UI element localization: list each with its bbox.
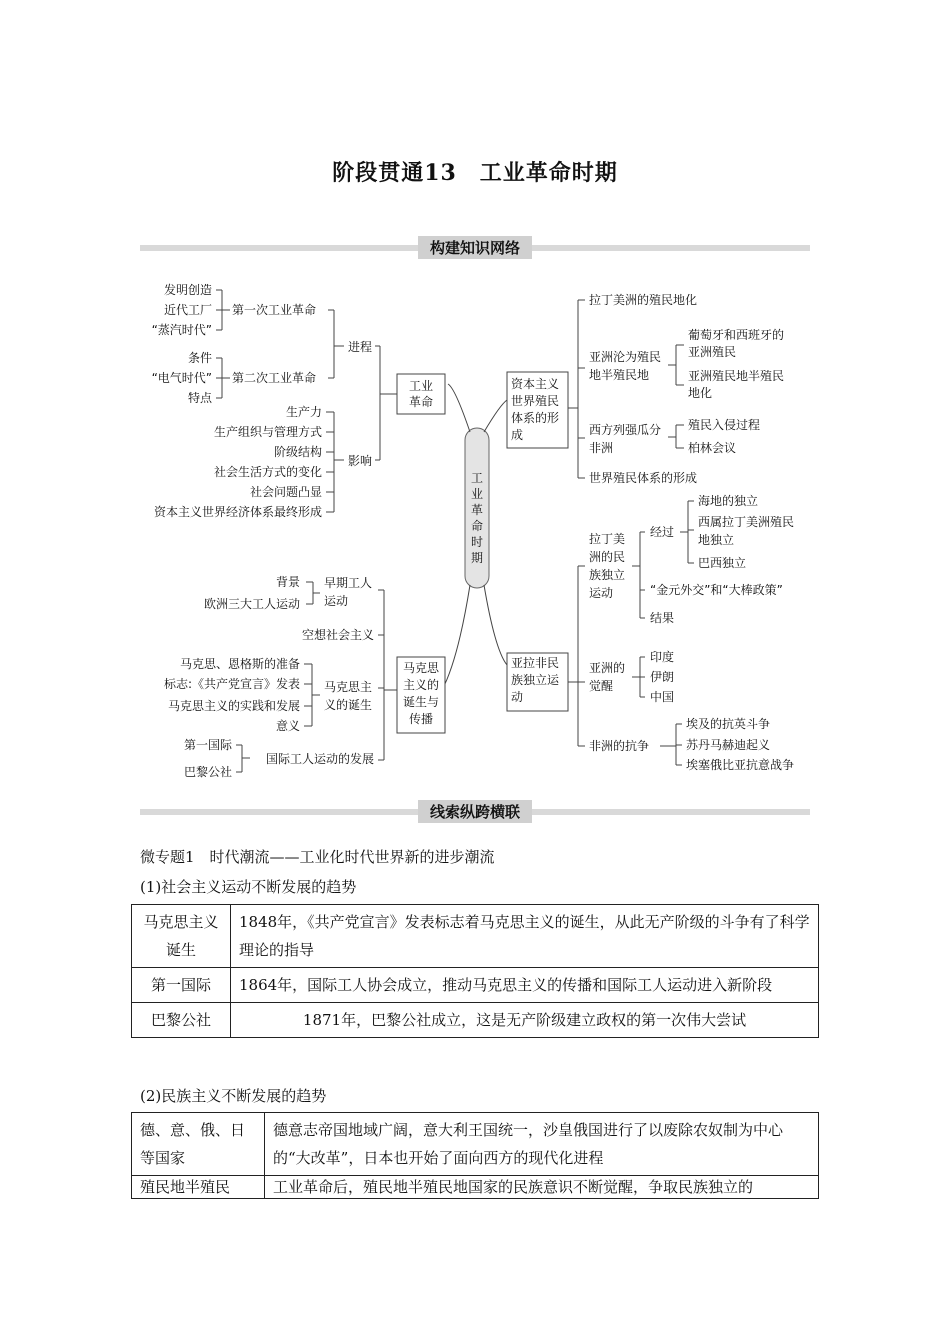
page-title: 阶段贯通13 工业革命时期 [332,160,618,186]
center-char: 革 [470,503,484,517]
marx-birth-label: 义的诞生 [324,698,373,712]
utopian-label: 空想社会主义 [301,628,374,642]
asia-colonial-label: 地半殖民地 [589,368,650,382]
table-cell: 第一国际 [132,968,231,1003]
asia-awake-label: 觉醒 [589,679,614,693]
center-char: 时 [470,535,484,549]
table-cell: 1848年，《共产党宣言》发表标志着马克思主义的诞生，从此无产阶级的斗争有了科学理论的指导 [231,905,819,968]
leaf-label: 社会问题凸显 [249,485,322,499]
leaf-label: 欧洲三大工人运动 [203,597,300,611]
connector-curve [484,585,507,665]
leaf-label: 生产力 [285,405,322,419]
leaf-label: 马克思主义的实践和发展 [167,699,300,713]
leaf-label: 阶级结构 [273,445,322,459]
connector-curve [448,384,470,432]
leaf-label: “电气时代” [151,371,212,385]
leaf-label: 世界殖民体系的形成 [589,471,698,485]
latin-indep-label: 运动 [589,586,614,600]
table-row [132,905,819,968]
leaf-label: 柏林会议 [688,441,737,455]
subheading-socialism: (1)社会主义运动不断发展的趋势 [140,878,357,896]
node-label: 动 [511,690,524,704]
africa-split-label: 非洲 [589,441,614,455]
early-workers-label: 运动 [324,594,349,608]
leaf-label: 标志:《共产党宣言》发表 [163,677,300,691]
leaf-label: 印度 [650,650,675,664]
leaf-label: 巴黎公社 [183,765,232,779]
leaf-label: 苏丹马赫迪起义 [686,738,771,752]
section-banner-label: 构建知识网络 [418,236,532,259]
subheading-nationalism: (2)民族主义不断发展的趋势 [140,1087,327,1105]
leaf-label: 亚洲殖民 [688,345,737,359]
latin-indep-label: 族独立 [589,568,626,582]
leaf-label: 葡萄牙和西班牙的 [688,328,785,342]
node-label: 马克思 [402,661,440,675]
leaf-label: 埃塞俄比亚抗意战争 [686,758,795,772]
node-label: 传播 [408,712,434,726]
asia-colonial-label: 亚洲沦为殖民 [589,350,662,364]
table-cell: 巴黎公社 [132,1003,231,1038]
topic-heading: 微专题1 时代潮流——工业化时代世界新的进步潮流 [140,848,495,866]
asia-awake-label: 亚洲的 [589,661,626,675]
table-cell: 工业革命后，殖民地半殖民地国家的民族意识不断觉醒，争取民族独立的 [265,1176,819,1199]
leaf-label: 资本主义世界经济体系最终形成 [153,505,322,519]
leaf-label: 亚洲殖民地半殖民 [688,369,785,383]
leaf-label: 结果 [650,611,675,625]
table-row [132,1176,819,1199]
leaf-label: 意义 [275,719,300,733]
first-ir-label: 第一次工业革命 [232,303,317,317]
connector-curve [484,400,507,432]
second-ir-label: 第二次工业革命 [232,371,317,385]
leaf-label: 近代工厂 [163,303,212,317]
process-label: 进程 [348,340,373,354]
leaf-label: 第一国际 [183,738,232,752]
nationalism-table [131,1112,819,1199]
leaf-label: 特点 [187,391,212,405]
table-cell: 德、意、俄、日等国家 [132,1113,265,1176]
leaf-label: “金元外交”和“大棒政策” [650,583,783,597]
center-char: 业 [470,487,484,501]
leaf-label: 伊朗 [650,670,675,684]
leaf-label: 背景 [275,575,300,589]
node-label: 族独立运 [511,673,560,687]
leaf-label: 殖民入侵过程 [688,418,761,432]
table-cell: 1864年，国际工人协会成立，推动马克思主义的传播和国际工人运动进入新阶段 [231,968,819,1003]
leaf-label: 马克思、恩格斯的准备 [179,657,300,671]
node-label: 世界殖民 [511,394,560,408]
intl-movement-label: 国际工人运动的发展 [265,752,374,766]
leaf-label: 条件 [187,351,212,365]
leaf-label: 拉丁美洲的殖民地化 [589,293,698,307]
table-cell: 1871年，巴黎公社成立，这是无产阶级建立政权的第一次伟大尝试 [231,1003,819,1038]
impact-label: 影响 [348,454,373,468]
table-cell: 殖民地半殖民 [132,1176,265,1199]
latin-indep-label: 洲的民 [589,550,626,564]
leaf-label: “蒸汽时代” [151,323,212,337]
node-label: 亚拉非民 [511,656,560,670]
socialism-table [131,904,819,1038]
connector-curve [442,585,470,690]
node-label: 工业 [408,379,434,393]
course-label: 经过 [650,525,675,539]
leaf-label: 生产组织与管理方式 [213,425,322,439]
leaf-label: 西属拉丁美洲殖民 [698,515,795,529]
africa-resist-label: 非洲的抗争 [589,739,650,753]
leaf-label: 发明创造 [163,283,212,297]
latin-indep-label: 拉丁美 [589,532,626,546]
africa-split-label: 西方列强瓜分 [589,423,662,437]
node-label: 体系的形 [511,411,560,425]
leaf-label: 埃及的抗英斗争 [686,717,771,731]
leaf-label: 海地的独立 [698,494,759,508]
node-label: 成 [511,428,524,442]
node-label: 诞生与 [402,695,440,709]
center-char: 命 [470,519,484,533]
leaf-label: 中国 [650,690,675,704]
node-label: 资本主义 [511,377,560,391]
table-row [132,968,819,1003]
center-char: 工 [470,471,484,485]
leaf-label: 巴西独立 [698,556,747,570]
section-banner-clues [140,802,810,822]
node-label: 革命 [408,395,434,409]
leaf-label: 社会生活方式的变化 [213,465,322,479]
leaf-label: 地化 [688,386,713,400]
leaf-label: 地独立 [698,533,735,547]
table-row [132,1003,819,1038]
center-char: 期 [470,551,484,565]
marx-birth-label: 马克思主 [324,680,373,694]
table-row [132,1113,819,1176]
node-label: 主义的 [402,678,440,692]
section-banner-label: 线索纵跨横联 [418,800,532,823]
table-cell: 德意志帝国地域广阔，意大利王国统一，沙皇俄国进行了以废除农奴制为中心的“大改革”，日本也开始了面向西方的现代化进程 [265,1113,819,1176]
early-workers-label: 早期工人 [324,576,373,590]
table-cell: 马克思主义诞生 [132,905,231,968]
